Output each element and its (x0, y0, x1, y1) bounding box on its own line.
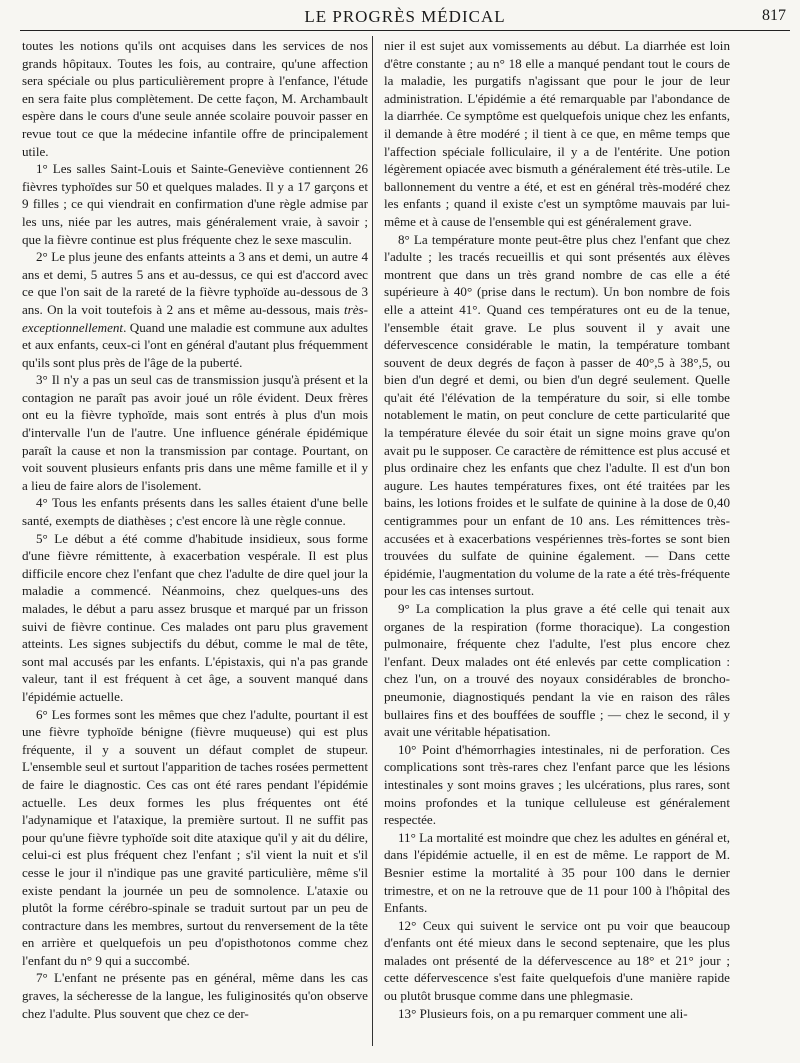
paragraph: 3° Il n'y a pas un seul cas de transmission jusqu'à présent et la contagion ne paraît pas avoir joué un rôle évident. Deux frères ont eu la fièvre typhoïde, mais sont entrés à plus d'un mois d'intervalle l'un de l'autre. Une influence générale épidémique paraît la cause et non la transmission par contage. Pourtant, on voit souvent plusieurs enfants pris dans une même famille et il y a lieu de faire alors de l'isolement. (22, 372, 368, 493)
paragraph: toutes les notions qu'ils ont acquises dans les services de nos grands hôpitaux. Toutes les fois, au contraire, qu'une affection sera spéciale ou plus particulièrement propre à l'enfance, l'étude en sera faite plus complètement. De cette façon, M. Archambault espère dans le cours d'une seule année scolaire pouvoir passer en revue tout ce que la médecine infantile offre de principalement utile. (22, 38, 368, 159)
paragraph: nier il est sujet aux vomissements au début. La diarrhée est loin d'être constante ; au n° 18 elle a manqué pendant tout le cours de la maladie, les purgatifs n'agissant que pour le jour de leur administration. L'épidémie a été remarquable par l'abondance de la diarrhée. Ce symptôme est quelquefois unique chez les enfants, il demande à être modéré ; il tient à ce que, en même temps que l'affection spéciale folliculaire, il y a de l'entérite. Une potion légèrement opiacée avec bismuth a généralement été très-utile. Le ballonnement du ventre a été, et est en général très-modéré chez les enfants ; quand il existe c'est un symptôme mauvais par lui-même et à cause de l'ensemble qui est généralement grave. (384, 38, 730, 229)
paragraph: 6° Les formes sont les mêmes que chez l'adulte, pourtant il est une fièvre typhoïde bénigne (fièvre muqueuse) qui est plus fréquente, il y a souvent un défaut complet de stupeur. L'ensemble seul et surtout l'apparition de taches rosées permettent de faire le diagnostic. Ces cas ont été rares pendant l'épidémie actuelle. Les deux formes les plus fréquentes ont été l'adynamique et l'ataxique, la première surtout. Il ne suffit pas pour qu'une fièvre typhoïde soit dite ataxique qu'il y ait du délire, celui-ci est plus fréquent chez l'enfant ; s'il vient la nuit et s'il cesse le jour il n'indique pas une gravité particulière, même s'il existe pendant la journée un peu de somnolence. L'ataxie ou plutôt la forme cérébro-spinale se traduit surtout par un peu de contracture dans les membres, surtout du renversement de la tête en arrière et quelquefois un peu d'opisthotonos comme chez l'enfant du n° 9 qui a succombé. (22, 706, 368, 968)
paragraph: 4° Tous les enfants présents dans les salles étaient d'une belle santé, exempts de diathèses ; c'est encore là une règle connue. (22, 495, 368, 529)
paragraph: 1° Les salles Saint-Louis et Sainte-Geneviève contiennent 26 fièvres typhoïdes sur 50 et quelques malades. Il y a 17 garçons et 9 filles ; ce qui viendrait en confirmation d'une règle admise par les uns, niée par les autres, mais généralement vraie, à savoir ; que la fièvre continue est plus fréquente chez le sexe masculin. (22, 161, 368, 247)
page-header (20, 4, 790, 31)
page-number: 817 (762, 7, 786, 24)
paragraph: 9° La complication la plus grave a été celle qui tenait aux organes de la respiration (forme thoracique). La congestion pulmonaire, fréquente chez l'adulte, l'est plus encore chez l'enfant. Deux malades ont été enlevés par cette complication : chez l'un, on a trouvé des noyaux considérables de broncho-pneumonie, diagnostiqués pendant la vie en raison des râles bullaires fins et des bouffées de souffle ; — chez le second, il y avait une véritable hépatisation. (384, 601, 730, 740)
journal-title: LE PROGRÈS MÉDICAL (304, 7, 506, 26)
paragraph: 13° Plusieurs fois, on a pu remarquer comment une ali- (398, 1005, 688, 1021)
paragraph: 2° Le plus jeune des enfants atteints a 3 ans et demi, un autre 4 ans et demi, 5 autres 5 ans et au-dessus, ce qui est d'accord avec ce que l'on sait de la rareté de la fièvre typhoïde au-dessous de 3 ans. On la voit toutefois à 2 ans et même au-dessous, mais très-exceptionnellement. Quand une maladie est commune aux adultes et aux enfants, ceux-ci l'ont en général d'autant plus fréquemment qu'ils sont plus près de l'âge de la puberté. (22, 249, 368, 370)
paragraph: 8° La température monte peut-être plus chez l'enfant que chez l'adulte ; les tracés recueillis et qui sont présentés aux élèves montrent que dans un très grand nombre de cas elle a été supérieure à 40° (prise dans le rectum). Un bon nombre de fois elle a atteint 41°. Quand ces températures ont eu de la tenue, l'ensemble était grave. Le plus souvent il y avait une défervescence considérable le matin, la température tombant souvent de deux degrés de façon à passer de 40°,5 à 38°,5, ou bien d'un degré et demi, ou bien d'un degré seulement. Quelle qu'ait été l'élévation de la température du soir, si elle tombe notablement le matin, on peut conclure de cette particularité que la température élevée du soir était un signe moins grave qu'on avait pu le supposer. Ce caractère de rémittence est plus accusé et plus ordinaire chez les enfants que chez l'adulte. Il est d'un bon augure. Les hautes températures fixes, ont été traitées par les bains, les lotions froides et le sulfate de quinine à la dose de 0,40 centigrammes pour un enfant de 10 ans. Les rémittences très-accusées et à exacerbations vespériennes très-fortes se sont bien trouvées du sulfate de quinine également. — Dans cette épidémie, l'augmentation du volume de la rate a été très-fréquente pour les cas intenses surtout. (384, 231, 730, 599)
paragraph: 12° Ceux qui suivent le service ont pu voir que beaucoup d'enfants ont été mieux dans le second septenaire, que les plus malades ont présenté de la défervescence au 18° et 21° jour ; cette défervescence s'est faite quelquefois d'une manière rapide ou plutôt brusque comme dans une phlegmasie. (384, 917, 730, 1004)
left-column (22, 37, 368, 1022)
paragraph: 10° Point d'hémorrhagies intestinales, ni de perforation. Ces complications sont très-rares chez l'enfant parce que les lésions intestinales y sont moins graves ; les ulcérations, plus rares, sont moins profondes et la tunique celluleuse est généralement respectée. (384, 741, 730, 828)
right-column (384, 37, 730, 1022)
emphasis: très-exceptionnellement (22, 301, 368, 335)
paragraph: 5° Le début a été comme d'habitude insidieux, sous forme d'une fièvre rémittente, à exacerbation vespérale. Il est plus difficile encore chez l'enfant que chez l'adulte de dire quel jour la maladie a commencé. Néanmoins, chez quelques-uns des malades, le début a paru assez brusque et marqué par un frisson suivi de fièvre continue. Ces malades ont paru plus gravement atteints. Les signes subjectifs du début, comme le mal de tête, sont mal accusés par les enfants. L'épistaxis, qui n'a pas grande valeur, tant il est fréquent à cet âge, a souvent manqué dans l'épidémie actuelle. (22, 530, 368, 704)
paragraph: 7° L'enfant ne présente pas en général, même dans les cas graves, la sécheresse de la langue, les fuliginosités qu'on observe chez l'adulte. Plus souvent que chez ce der- (22, 970, 368, 1021)
paragraph: 11° La mortalité est moindre que chez les adultes en général et, dans l'épidémie actuelle, il en est de même. Le rapport de M. Besnier estime la mortalité à 35 pour 100 dans le dernier trimestre, et on ne la retrouve que de 11 pour 100 à l'hôpital des Enfants. (384, 829, 730, 916)
column-divider (372, 36, 373, 1046)
